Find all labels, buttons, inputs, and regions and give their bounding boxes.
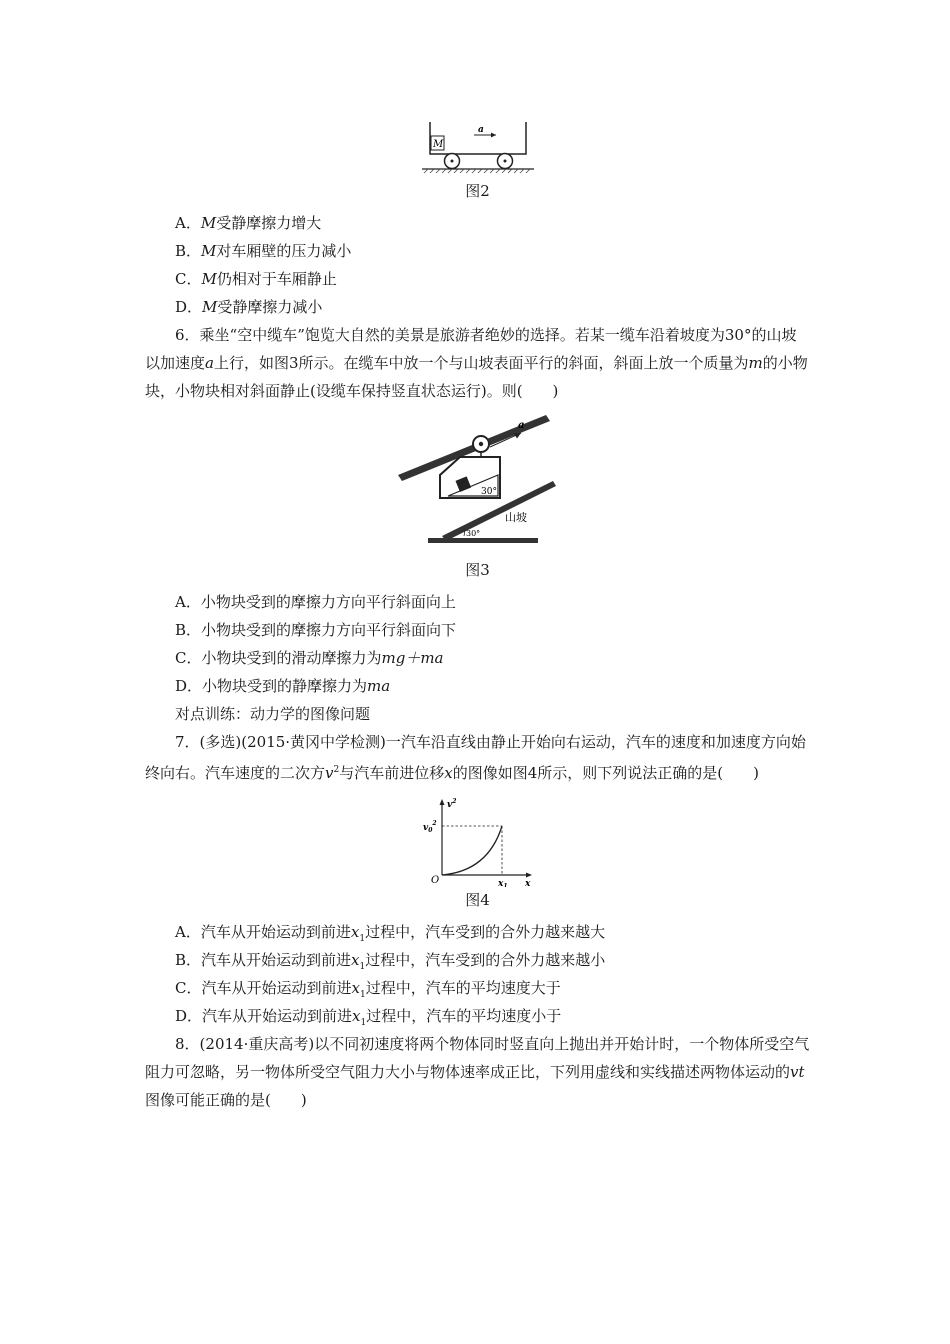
figure-4-v2-x-graph [418, 795, 538, 887]
accel-label: a [477, 125, 484, 135]
option-b: B．汽车从开始运动到前进$x_1$过程中，汽车受到的合外力越来越小 [175, 951, 606, 972]
option-d: D．汽车从开始运动到前进$x_1$过程中，汽车的平均速度小于 [175, 1007, 562, 1028]
option-a: A．M受静摩擦力增大 [175, 214, 322, 232]
angle-outer-label: 30° [465, 529, 480, 538]
svg-text:x1: $x_1$ [497, 879, 508, 887]
angle-inner-label: 30° [480, 487, 497, 497]
question-8: 8．(2014·重庆高考)以不同初速度将两个物体同时竖直向上抛出并开始计时，一个物体所受空气阻力可忽略，另一物体所受空气阻力大小与物体速率成正比，下列用虚线和实线描述两物体运动的vt图像可能正确的是( ) [145, 1035, 810, 1109]
option-c: C．M仍相对于车厢静止 [175, 270, 337, 288]
section-title: 对点训练：动力学的图像问题 [175, 705, 371, 723]
figure-2-caption: 图2 [465, 182, 490, 200]
question-number: 8． [175, 1035, 200, 1053]
figure-3-cable-car-diagram [398, 415, 558, 557]
figure-2-cart-diagram [418, 120, 538, 178]
option-c: C．小物块受到的滑动摩擦力为mg＋ma [175, 649, 444, 667]
x-axis-label: x [524, 879, 530, 887]
option-d: D．小物块受到的静摩擦力为ma [175, 677, 391, 695]
option-b: B．M对车厢壁的压力减小 [175, 242, 352, 260]
question-6: 6．乘坐“空中缆车”饱览大自然的美景是旅游者绝妙的选择。若某一缆车沿着坡度为30°的山坡以加速度a上行，如图3所示。在缆车中放一个与山坡表面平行的斜面，斜面上放一个质量为m的小物块，小物块相对斜面静止(设缆车保持竖直状态运行)。则( ) [145, 326, 808, 400]
option-a: A．汽车从开始运动到前进$x_1$过程中，汽车受到的合外力越来越大 [175, 923, 606, 944]
option-d: D．M受静摩擦力减小 [175, 298, 323, 316]
option-a: A．小物块受到的摩擦力方向平行斜面向上 [175, 593, 456, 611]
option-c: C．汽车从开始运动到前进$x_1$过程中，汽车的平均速度大于 [175, 979, 561, 1000]
figure-4-caption: 图4 [465, 891, 490, 909]
accel-label: a [517, 420, 524, 431]
curve [442, 826, 502, 875]
option-b: B．小物块受到的摩擦力方向平行斜面向下 [175, 621, 457, 639]
slope-label: 山坡 [504, 511, 527, 524]
origin-label: O [430, 875, 439, 886]
svg-text:v2: $v^2$ [446, 798, 456, 810]
question-7: 7．(多选)(2015·黄冈中学检测)一汽车沿直线由静止开始向右运动，汽车的速度和加速度方向始终向右。汽车速度的二次方$v^2$与汽车前进位移x的图像如图4所示，则下列说法正确的是( ) [145, 733, 806, 782]
page-content [145, 120, 810, 1114]
mass-label: M [432, 139, 443, 150]
figure-3-caption: 图3 [465, 561, 490, 579]
svg-text:v02: $v_0^2$ [422, 820, 437, 834]
question-number: 7． [175, 733, 200, 751]
question-number: 6． [175, 326, 200, 344]
